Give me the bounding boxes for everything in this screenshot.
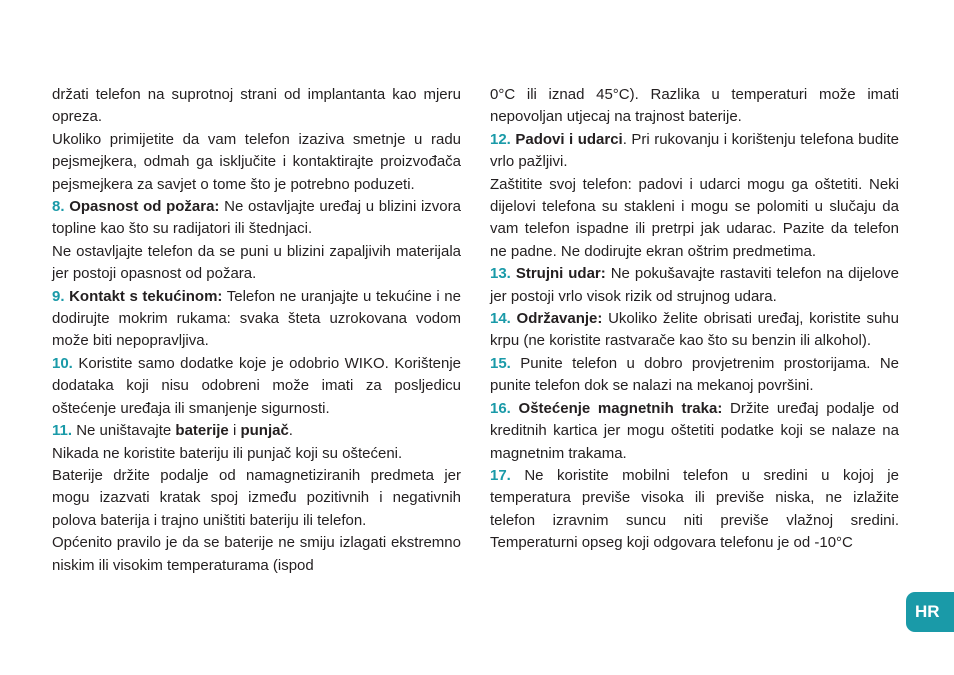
section-text: Držite uređaj podalje od kreditnih kartica jer mogu oštetiti podatke koji se nalaze na magnetnim trakama. (490, 399, 899, 462)
section-13 (490, 263, 899, 308)
section-8 (52, 196, 461, 241)
section-bold-word: punjač (240, 422, 289, 440)
paragraph: 0°C ili iznad 45°C). Razlika u temperaturi može imati nepovoljan utjecaj na trajnost baterije. (490, 86, 899, 126)
section-9 (52, 286, 461, 353)
section-10 (52, 353, 461, 420)
section-12 (490, 129, 899, 174)
section-text: Ne uništavajte (72, 422, 176, 440)
section-text: Ne koristite mobilni telefon u sredini u kojoj je temperatura previše visoka ili previše niska, ne izlažite telefon izravnim suncu niti previše vlažnoj sredini. Temperaturni opseg koji odgovara telefonu je od -10°C (490, 466, 899, 552)
section-title: Strujni udar: (515, 265, 606, 283)
section-number: 10. (52, 354, 73, 372)
paragraph: Općenito pravilo je da se baterije ne smiju izlagati ekstremno niskim ili visokim temperaturama (ispod (52, 534, 461, 574)
section-17 (490, 465, 899, 555)
section-number: 16. (490, 399, 511, 417)
language-tab: HR (906, 592, 954, 632)
section-number: 12. (490, 130, 511, 148)
section-number: 14. (490, 310, 511, 328)
paragraph: Nikada ne koristite bateriju ili punjač koji su oštećeni. (52, 444, 403, 462)
section-text: . (288, 422, 293, 440)
section-text: Ne pokušavajte rastaviti telefon na dijelove jer postoji vrlo visok rizik od strujnog udara. (490, 265, 899, 305)
paragraph: Baterije držite podalje od namagnetiziranih predmeta jer mogu izazvati kratak spoj između pozitivnih i negativnih polova baterija i trajno uništiti bateriju ili telefon. (52, 466, 461, 529)
section-title: Opasnost od požara: (69, 198, 220, 216)
section-title: Padovi i udarci (515, 130, 623, 148)
section-text: Koristite samo dodatke koje je odobrio WIKO. Korištenje dodataka koji nisu odobreni može imati za posljedicu oštećenje uređaja ili smanjenje sigurnosti. (52, 354, 461, 417)
section-number: 8. (52, 198, 65, 216)
section-number: 9. (52, 287, 65, 305)
section-title: Održavanje: (516, 310, 603, 328)
paragraph: Zaštitite svoj telefon: padovi i udarci mogu ga oštetiti. Neki dijelovi telefona su stakleni i mogu se polomiti u slučaju da vam telefon ispadne ili pretrpi jak udarac. Pazite da telefon ne padne. Ne dodirujte ekran oštrim predmetima. (490, 175, 899, 260)
paragraph: držati telefon na suprotnoj strani od implantanta kao mjeru opreza. (52, 86, 461, 126)
section-title: Kontakt s tekućinom: (69, 287, 223, 305)
section-bold-word: baterije (175, 422, 229, 440)
section-number: 15. (490, 354, 511, 372)
section-text: Punite telefon u dobro provjetrenim prostorijama. Ne punite telefon dok se nalazi na mekanoj površini. (490, 354, 899, 395)
section-text: i (228, 422, 241, 440)
section-text: Ukoliko želite obrisati uređaj, koristite suhu krpu (ne koristite rastvarače kao što su benzin ili alkohol). (490, 310, 899, 350)
section-title: Oštećenje magnetnih traka: (518, 399, 723, 417)
section-11 (52, 420, 461, 442)
section-text: Telefon ne uranjajte u tekućine i ne dodirujte mokrim rukama: svaka šteta uzrokovana vodom može biti nepopravljiva. (52, 287, 461, 350)
left-column (52, 84, 461, 577)
section-text: Ne ostavljajte uređaj u blizini izvora topline kao što su radijatori ili štednjaci. (52, 198, 461, 238)
section-number: 11. (52, 422, 73, 440)
section-15 (490, 353, 899, 398)
paragraph: Ne ostavljajte telefon da se puni u blizini zapaljivih materijala jer postoji opasnost od požara. (52, 242, 461, 283)
section-text: . Pri rukovanju i korištenju telefona budite vrlo pažljivi. (490, 130, 899, 171)
section-number: 17. (490, 466, 511, 484)
paragraph: Ukoliko primijetite da vam telefon izaziva smetnje u radu pejsmejkera, odmah ga isključite i kontaktirajte proizvođača pejsmejkera za savjet o tome što je potrebno poduzeti. (52, 130, 461, 193)
section-number: 13. (490, 265, 511, 283)
right-column (490, 84, 899, 555)
section-14 (490, 308, 899, 353)
section-16 (490, 398, 899, 465)
